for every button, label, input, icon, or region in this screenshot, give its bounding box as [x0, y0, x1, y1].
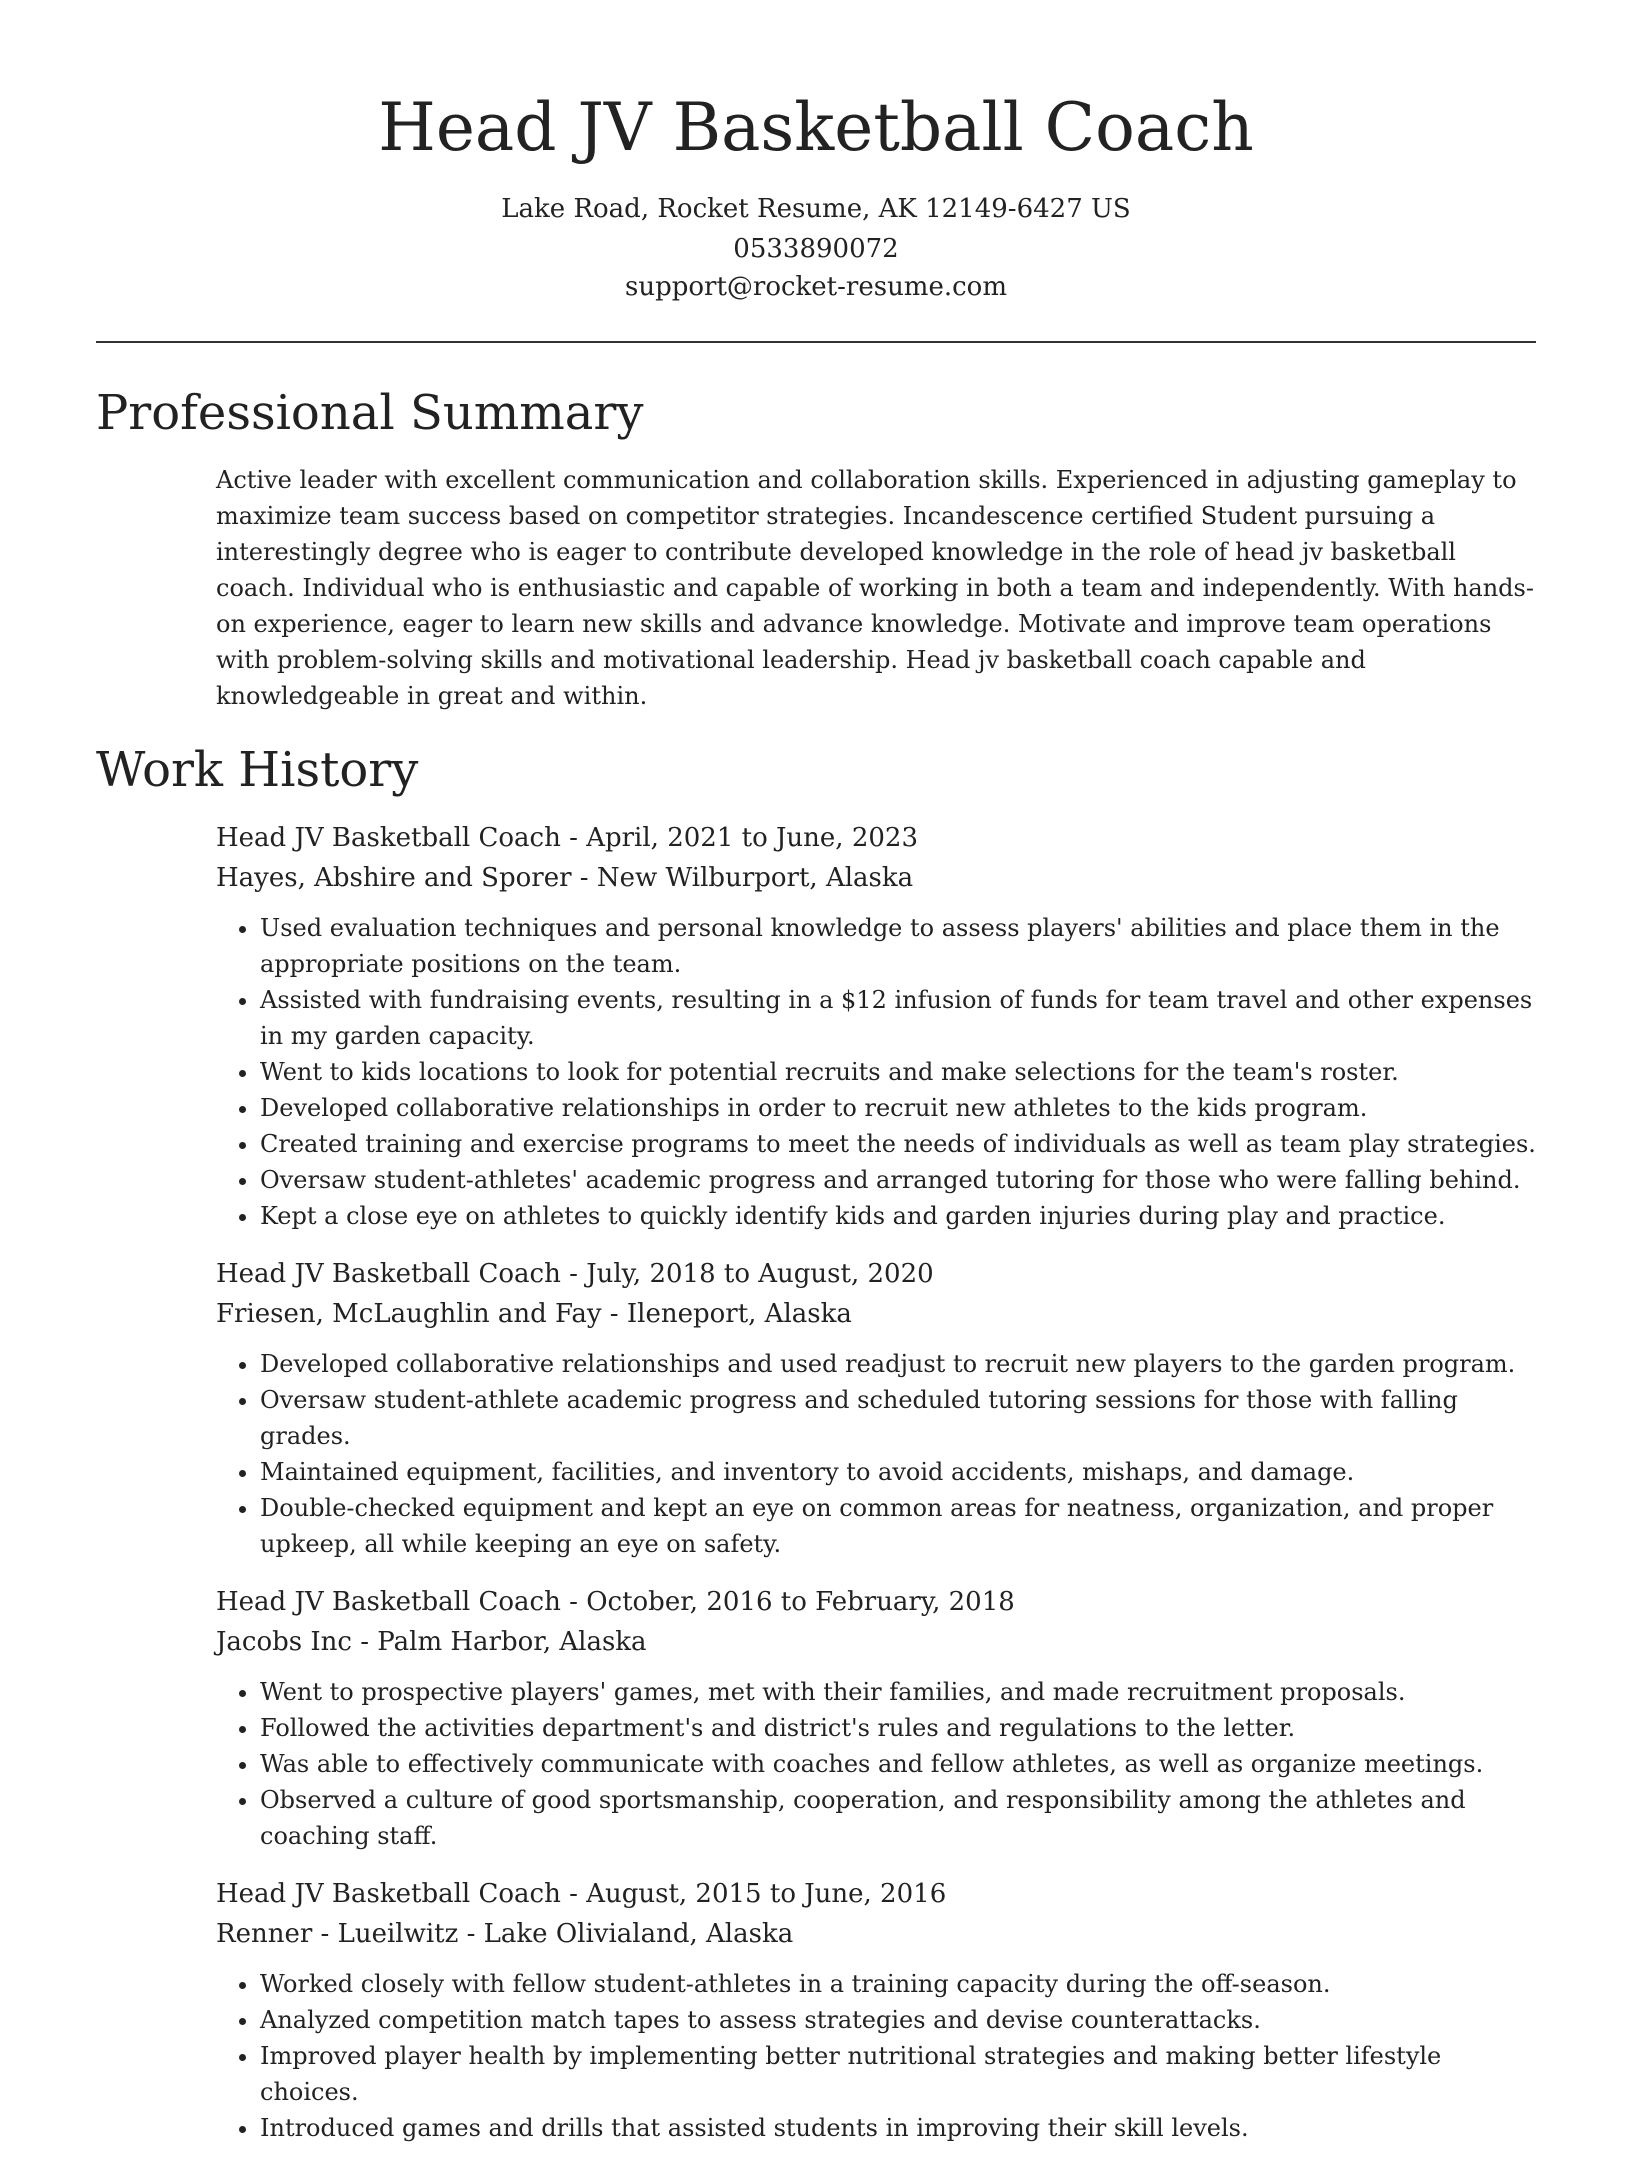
job-bullet: • Improved player health by implementing better nutritional strategies and making better lifestyle choices. [260, 2038, 1536, 2110]
job-title-line: Head JV Basketball Coach - April, 2021 to June, 2023 [216, 823, 919, 853]
job-dates: April, 2021 to June, 2023 [586, 823, 919, 853]
header-divider [96, 341, 1536, 343]
job-dates: July, 2018 to August, 2020 [586, 1259, 934, 1289]
job-bullet: • Was able to effectively communicate with coaches and fellow athletes, as well as organize meetings. [260, 1746, 1536, 1782]
job-bullet: • Maintained equipment, facilities, and inventory to avoid accidents, mishaps, and damage. [260, 1454, 1536, 1490]
job-bullet: • Went to prospective players' games, met with their families, and made recruitment proposals. [260, 1674, 1536, 1710]
job-title: Head JV Basketball Coach [216, 1259, 561, 1289]
job-bullet: • Developed collaborative relationships in order to recruit new athletes to the kids program. [260, 1090, 1536, 1126]
job-bullets [216, 1346, 1536, 1562]
job-entry [216, 1874, 1536, 2146]
job-bullet: • Kept a close eye on athletes to quickly identify kids and garden injuries during play and practice. [260, 1198, 1536, 1234]
contact-phone: 0533890072 [733, 234, 899, 264]
job-location: Palm Harbor, Alaska [377, 1627, 647, 1657]
job-title: Head JV Basketball Coach [216, 1587, 561, 1617]
job-title: Head JV Basketball Coach [216, 1879, 561, 1909]
job-location: Ileneport, Alaska [626, 1299, 852, 1329]
job-bullets [216, 910, 1536, 1234]
section-title-summary: Professional Summary [96, 385, 644, 441]
job-bullet: • Used evaluation techniques and personal knowledge to assess players' abilities and place them in the appropriate positions on the team. [260, 910, 1536, 982]
job-bullet: • Oversaw student-athlete academic progress and scheduled tutoring sessions for those with falling grades. [260, 1382, 1536, 1454]
work-history-list [216, 818, 1536, 2166]
job-bullet: • Analyzed competition match tapes to assess strategies and devise counterattacks. [260, 2002, 1536, 2038]
job-bullets [216, 1966, 1536, 2146]
job-bullet: • Observed a culture of good sportsmanship, cooperation, and responsibility among the athletes and coaching staff. [260, 1782, 1536, 1854]
section-title-work-history: Work History [96, 742, 419, 798]
job-bullet: • Followed the activities department's and district's rules and regulations to the letter. [260, 1710, 1536, 1746]
job-title-line: Head JV Basketball Coach - October, 2016 to February, 2018 [216, 1587, 1015, 1617]
job-company-line: Jacobs Inc - Palm Harbor, Alaska [216, 1627, 647, 1657]
job-entry [216, 1254, 1536, 1562]
job-entry [216, 818, 1536, 1234]
job-bullet: • Worked closely with fellow student-athletes in a training capacity during the off-season. [260, 1966, 1536, 2002]
job-company-line: Hayes, Abshire and Sporer - New Wilburport, Alaska [216, 863, 914, 893]
job-bullet: • Went to kids locations to look for potential recruits and make selections for the team's roster. [260, 1054, 1536, 1090]
job-location: Lake Olivialand, Alaska [483, 1919, 794, 1949]
job-bullet: • Oversaw student-athletes' academic progress and arranged tutoring for those who were falling behind. [260, 1162, 1536, 1198]
job-dates: October, 2016 to February, 2018 [586, 1587, 1015, 1617]
resume-name: Head JV Basketball Coach [378, 89, 1254, 166]
job-company: Friesen, McLaughlin and Fay [216, 1299, 602, 1329]
job-bullet: • Double-checked equipment and kept an eye on common areas for neatness, organization, and proper upkeep, all while keeping an eye on safety. [260, 1490, 1536, 1562]
summary-text: Active leader with excellent communication and collaboration skills. Experienced in adjusting gameplay to maximize team success based on competitor strategies. Incandescence certified Student pursuing a interestingly degree who is eager to contribute developed knowledge in the role of head jv basketball coach. Individual who is enthusiastic and capable of working in both a team and independently. With hands-on experience, eager to learn new skills and advance knowledge. Motivate and improve team operations with problem-solving skills and motivational leadership. Head jv basketball coach capable and knowledgeable in great and within. [216, 466, 1534, 710]
job-dates: August, 2015 to June, 2016 [586, 1879, 947, 1909]
job-title: Head JV Basketball Coach [216, 823, 561, 853]
job-company-line: Friesen, McLaughlin and Fay - Ileneport, Alaska [216, 1299, 852, 1329]
job-bullet: • Assisted with fundraising events, resulting in a $12 infusion of funds for team travel and other expenses in my garden capacity. [260, 982, 1536, 1054]
job-entry [216, 1582, 1536, 1854]
job-bullet: • Introduced games and drills that assisted students in improving their skill levels. [260, 2110, 1536, 2146]
contact-email: support@rocket-resume.com [624, 272, 1007, 302]
job-title-line: Head JV Basketball Coach - August, 2015 to June, 2016 [216, 1879, 947, 1909]
job-location: New Wilburport, Alaska [596, 863, 914, 893]
job-bullet: • Developed collaborative relationships and used readjust to recruit new players to the garden program. [260, 1346, 1536, 1382]
job-title-line: Head JV Basketball Coach - July, 2018 to August, 2020 [216, 1259, 934, 1289]
job-bullet: • Created training and exercise programs to meet the needs of individuals as well as team play strategies. [260, 1126, 1536, 1162]
job-company-line: Renner - Lueilwitz - Lake Olivialand, Alaska [216, 1919, 794, 1949]
job-company: Jacobs Inc [216, 1627, 352, 1657]
job-company: Renner - Lueilwitz [216, 1919, 459, 1949]
job-bullets [216, 1674, 1536, 1854]
job-company: Hayes, Abshire and Sporer [216, 863, 572, 893]
contact-address: Lake Road, Rocket Resume, AK 12149-6427 US [501, 194, 1131, 224]
